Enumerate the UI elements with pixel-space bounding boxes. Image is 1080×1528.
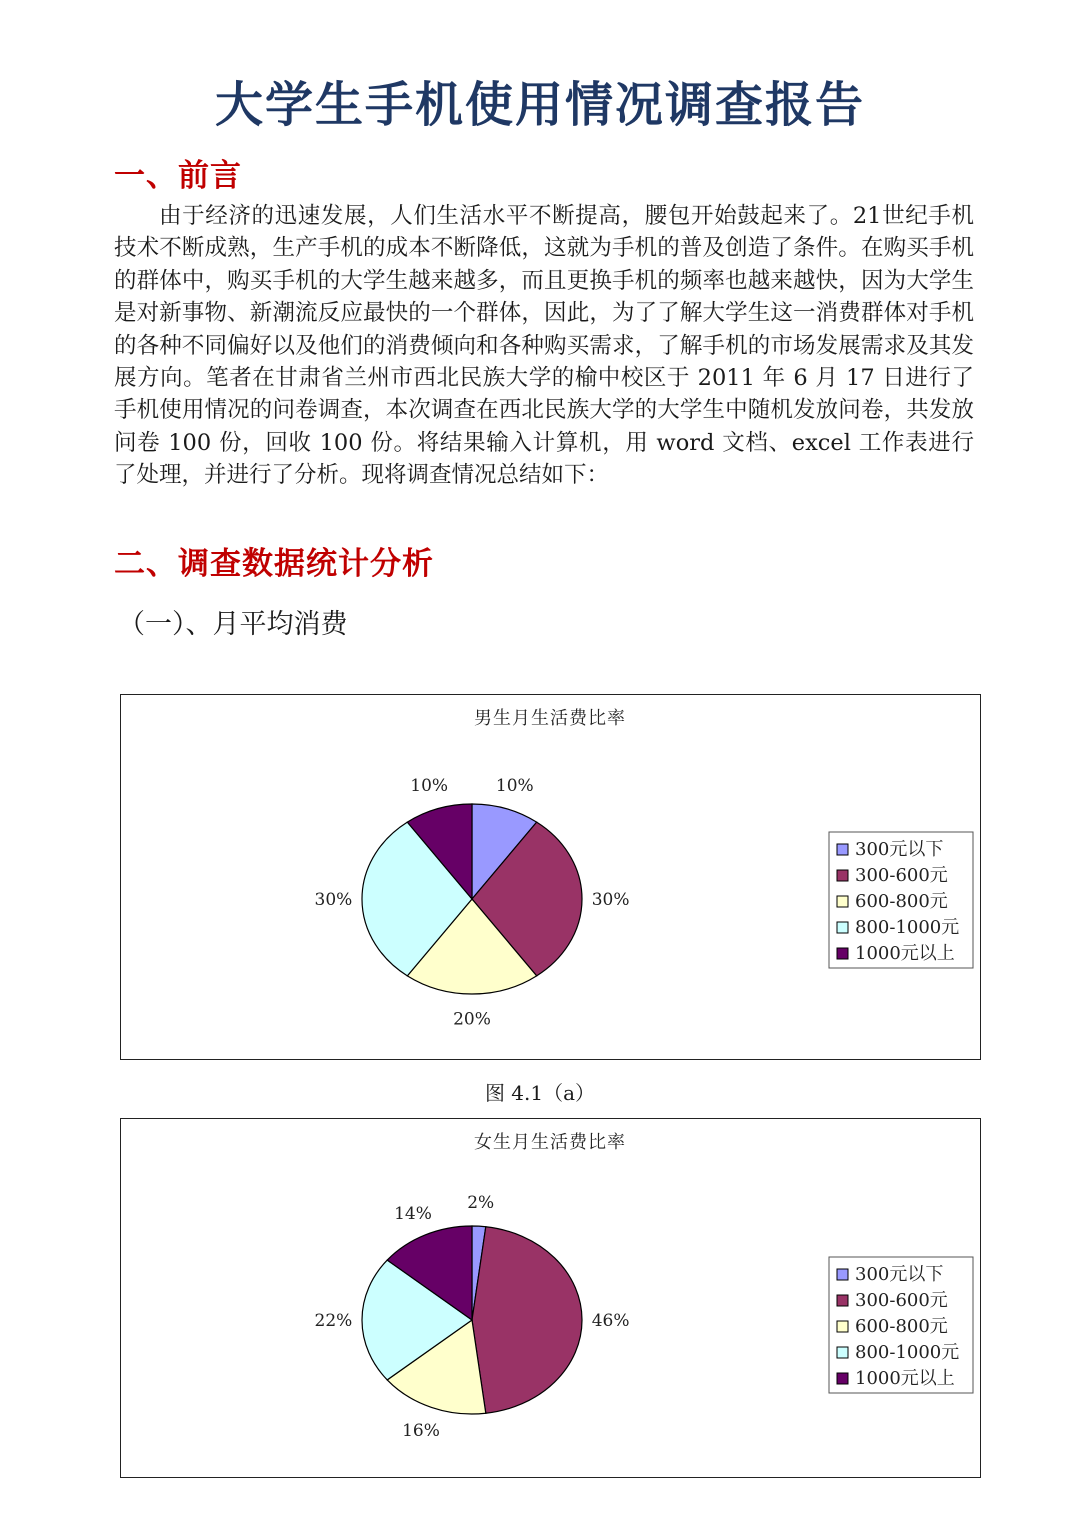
male-legend-label-1: 300-600元 [855, 865, 948, 886]
male-slice-label-1: 30% [591, 890, 630, 910]
male-legend-label-0: 300元以下 [855, 839, 944, 860]
figure-caption: 图 4.1（a） [484, 1081, 596, 1105]
chart-male-living-expense [120, 694, 981, 1060]
female-slice-label-4: 14% [394, 1203, 432, 1224]
male-legend-label-2: 600-800元 [855, 891, 948, 912]
intro-paragraph: 由于经济的迅速发展，人们生活水平不断提高，腰包开始鼓起来了。21世纪手机技术不断成熟，生产手机的成本不断降低，这就为手机的普及创造了条件。在购买手机的群体中，购买手机的大学生越来越多，而且更换手机的频率也越来越快，因为大学生是对新事物、新潮流反应最快的一个群体，因此，为了了解大学生这一消费群体对手机的各种不同偏好以及他们的消费倾向和各种购买需求，了解手机的市场发展需求及其发展方向。笔者在甘肃省兰州市西北民族大学的榆中校区于 2011 年 6 月 17 日进行了手机使用情况的问卷调查，本次调查在西北民族大学的大学生中随机发放问卷，共发放问卷 100 份，回收 100 份。将结果输入计算机，用 word 文档、excel 工作表进行了处理，并进行了分析。现将调查情况总结如下： [114, 203, 974, 489]
male-slice-label-4: 10% [410, 776, 449, 797]
female-legend-swatch-3 [837, 1347, 848, 1358]
female-legend-label-3: 800-1000元 [855, 1342, 960, 1363]
female-legend-swatch-0 [837, 1269, 848, 1280]
female-slice-label-2: 16% [402, 1421, 440, 1442]
document-title: 大学生手机使用情况调查报告 [214, 77, 865, 133]
female-legend-swatch-2 [837, 1321, 848, 1332]
male-legend-swatch-1 [837, 870, 848, 881]
male-legend-swatch-3 [837, 922, 848, 933]
female-legend-label-0: 300元以下 [855, 1264, 944, 1285]
female-legend-swatch-4 [837, 1373, 848, 1384]
male-legend-label-3: 800-1000元 [855, 917, 960, 938]
male-slice-label-3: 30% [314, 890, 353, 910]
male-legend-label-4: 1000元以上 [855, 943, 955, 964]
female-legend-label-4: 1000元以上 [855, 1368, 955, 1389]
male-slice-label-0: 10% [495, 776, 534, 797]
female-pie-chart-svg [121, 1119, 979, 1476]
male-legend-swatch-2 [837, 896, 848, 907]
subsection-heading-monthly-spending: （一）、月平均消费 [118, 609, 348, 640]
section-heading-statistics: 二、调查数据统计分析 [114, 546, 434, 582]
section-heading-preface: 一、前言 [114, 158, 242, 194]
female-legend-swatch-1 [837, 1295, 848, 1306]
female-legend-label-1: 300-600元 [855, 1290, 948, 1311]
male-legend-swatch-0 [837, 844, 848, 855]
female-legend-label-2: 600-800元 [855, 1316, 948, 1337]
male-slice-label-2: 20% [453, 1009, 491, 1030]
female-chart-title: 女生月生活费比率 [474, 1132, 626, 1153]
female-slice-label-1: 46% [591, 1311, 630, 1331]
male-pie-chart-svg [121, 695, 979, 1058]
female-slice-label-3: 22% [314, 1311, 353, 1331]
female-slice-label-0: 2% [467, 1192, 495, 1213]
chart-female-living-expense [120, 1118, 981, 1478]
female-pie-slice-1 [472, 1227, 582, 1414]
male-legend-swatch-4 [837, 948, 848, 959]
male-chart-title: 男生月生活费比率 [474, 708, 626, 729]
